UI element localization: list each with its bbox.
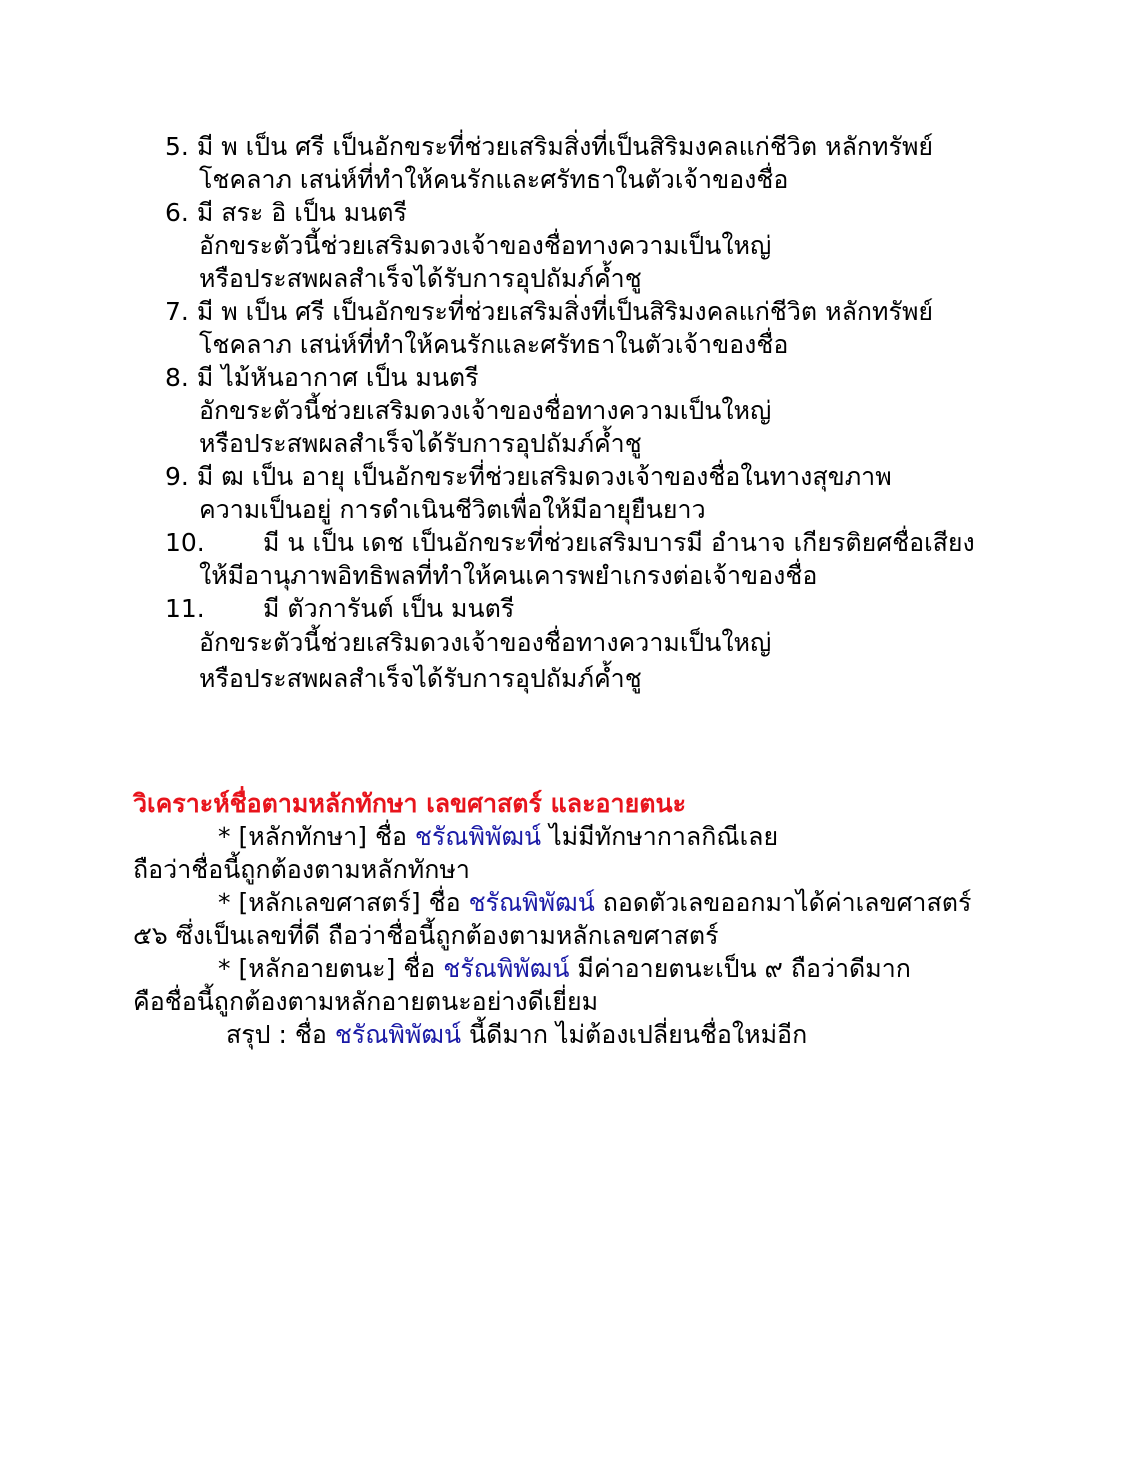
item-text: หรือประสพผลสำเร็จได้รับการอุปถัมภ์ค้ำชู: [199, 429, 642, 458]
ayatana-line: * [หลักอายตนะ] ชื่อ ชรัณพิพัฒน์ มีค่าอายตนะเป็น ๙ ถือว่าดีมาก: [218, 954, 911, 983]
analyzed-name: ชรัณพิพัฒน์: [468, 888, 595, 917]
item-text: โชคลาภ เสน่ห์ที่ทำให้คนรักและศรัทธาในตัวเจ้าของชื่อ: [199, 165, 789, 194]
item-text: ให้มีอานุภาพอิทธิพลที่ทำให้คนเคารพยำเกรงต่อเจ้าของชื่อ: [199, 561, 818, 590]
list-item: [165, 460, 1065, 526]
item-text: มี สระ อิ เป็น มนตรี: [196, 198, 407, 227]
list-item: [165, 130, 1065, 196]
item-text: มี พ เป็น ศรี เป็นอักขระที่ช่วยเสริมสิ่งที่เป็นสิริมงคลแก่ชีวิต หลักทรัพย์: [196, 297, 934, 326]
item-text: อักขระตัวนี้ช่วยเสริมดวงเจ้าของชื่อทางความเป็นใหญ่: [199, 396, 772, 425]
item-text: มี น เป็น เดช เป็นอักขระที่ช่วยเสริมบารมี อำนาจ เกียรติยศชื่อเสียง: [263, 528, 975, 557]
item-text: หรือประสพผลสำเร็จได้รับการอุปถัมภ์ค้ำชู: [199, 664, 642, 693]
list-item: [165, 196, 1065, 295]
list-item: [165, 526, 1065, 592]
numerology-conclusion: ๕๖ ซึ่งเป็นเลขที่ดี ถือว่าชื่อนี้ถูกต้องตามหลักเลขศาสตร์: [133, 921, 719, 950]
item-text: โชคลาภ เสน่ห์ที่ทำให้คนรักและศรัทธาในตัวเจ้าของชื่อ: [199, 330, 789, 359]
item-text: มี ไม้หันอากาศ เป็น มนตรี: [196, 363, 479, 392]
item-text: มี พ เป็น ศรี เป็นอักขระที่ช่วยเสริมสิ่งที่เป็นสิริมงคลแก่ชีวิต หลักทรัพย์: [196, 132, 934, 161]
summary-line: สรุป : ชื่อ ชรัณพิพัฒน์ นี้ดีมาก ไม่ต้องเปลี่ยนชื่อใหม่อีก: [226, 1020, 808, 1049]
list-item: [165, 592, 1065, 697]
item-text: หรือประสพผลสำเร็จได้รับการอุปถัมภ์ค้ำชู: [199, 264, 642, 293]
item-text: อักขระตัวนี้ช่วยเสริมดวงเจ้าของชื่อทางความเป็นใหญ่: [199, 231, 772, 260]
attribute-list: [165, 130, 1065, 697]
item-text: มี ตัวการันต์ เป็น มนตรี: [263, 594, 515, 623]
item-text: อักขระตัวนี้ช่วยเสริมดวงเจ้าของชื่อทางความเป็นใหญ่: [199, 628, 772, 657]
item-number: 8.: [165, 363, 189, 392]
list-item: [165, 361, 1065, 460]
item-number: 7.: [165, 297, 189, 326]
taksa-conclusion: ถือว่าชื่อนี้ถูกต้องตามหลักทักษา: [133, 855, 470, 884]
taksa-line: * [หลักทักษา] ชื่อ ชรัณพิพัฒน์ ไม่มีทักษากาลกิณีเลย: [218, 822, 779, 851]
item-number: 11.: [165, 594, 205, 623]
item-number: 9.: [165, 462, 189, 491]
name-analysis: [133, 787, 1033, 1051]
section-heading: วิเคราะห์ชื่อตามหลักทักษา เลขศาสตร์ และอายตนะ: [133, 789, 686, 818]
analyzed-name: ชรัณพิพัฒน์: [443, 954, 570, 983]
analyzed-name: ชรัณพิพัฒน์: [414, 822, 542, 851]
ayatana-conclusion: คือชื่อนี้ถูกต้องตามหลักอายตนะอย่างดีเยี่ยม: [133, 987, 599, 1016]
item-number: 5.: [165, 132, 189, 161]
list-item: [165, 295, 1065, 361]
item-text: ความเป็นอยู่ การดำเนินชีวิตเพื่อให้มีอายุยืนยาว: [199, 495, 706, 524]
item-number: 6.: [165, 198, 189, 227]
item-text: มี ฒ เป็น อายุ เป็นอักขระที่ช่วยเสริมดวงเจ้าของชื่อในทางสุขภาพ: [196, 462, 892, 491]
item-number: 10.: [165, 528, 205, 557]
numerology-line: * [หลักเลขศาสตร์] ชื่อ ชรัณพิพัฒน์ ถอดตัวเลขออกมาได้ค่าเลขศาสตร์: [218, 888, 972, 917]
analyzed-name: ชรัณพิพัฒน์: [334, 1020, 462, 1049]
